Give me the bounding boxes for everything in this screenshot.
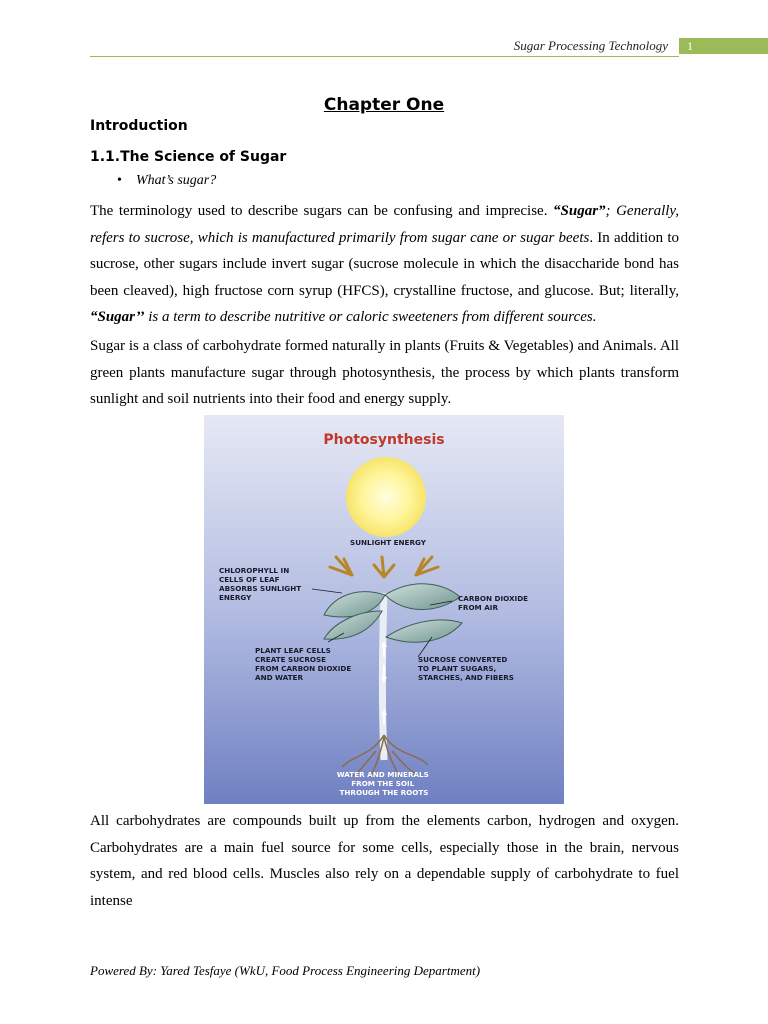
- label-sunlight-energy: SUNLIGHT ENERGY: [350, 538, 426, 547]
- label-chlorophyll-line-4: ENERGY: [219, 593, 252, 602]
- para1-text-1: The terminology used to describe sugars can be confusing and imprecise.: [90, 203, 554, 219]
- sun-icon: [346, 457, 426, 537]
- label-chlorophyll-line-1: CHLOROPHYLL IN: [219, 566, 290, 575]
- paragraph-carbohydrate-class: Sugar is a class of carbohydrate formed naturally in plants (Fruits & Vegetables) and Animals. All green plants manufacture sugar through photosynthesis, the process by which plants transform sunlight and soil nutrients into their food and energy supply.: [90, 338, 679, 407]
- label-sucrose-line-1: SUCROSE CONVERTED: [418, 655, 508, 664]
- figure-title: Photosynthesis: [323, 432, 445, 448]
- label-carbon-dioxide-line-1: CARBON DIOXIDE: [458, 594, 529, 603]
- label-sucrose-line-3: STARCHES, AND FIBERS: [418, 673, 514, 682]
- label-carbon-dioxide-line-2: FROM AIR: [458, 603, 498, 612]
- label-leaf-cells-line-3: FROM CARBON DIOXIDE: [255, 664, 352, 673]
- footer-credit: Powered By: Yared Tesfaye (WkU, Food Process Engineering Department): [90, 963, 481, 978]
- section-heading-science-of-sugar: 1.1.The Science of Sugar: [90, 149, 287, 165]
- photosynthesis-diagram: [204, 415, 564, 804]
- label-sucrose-line-2: TO PLANT SUGARS,: [418, 664, 497, 673]
- label-leaf-cells-line-4: AND WATER: [255, 673, 304, 682]
- bullet-text: What’s sugar?: [136, 173, 217, 188]
- label-chlorophyll-line-2: CELLS OF LEAF: [219, 575, 280, 584]
- label-water-line-3: THROUGH THE ROOTS: [339, 788, 429, 797]
- label-chlorophyll-line-3: ABSORBS SUNLIGHT: [219, 584, 302, 593]
- header-divider: [90, 56, 679, 57]
- chapter-title: Chapter One: [323, 95, 445, 115]
- section-heading-introduction: Introduction: [90, 118, 188, 134]
- para1-sugar-term-1: “Sugar”: [553, 203, 606, 219]
- para1-definition: ; Generally, refers to sucrose, which is manufactured primarily from sugar cane or sugar beets: [90, 203, 679, 246]
- para1-literal-definition: is a term to describe nutritive or caloric sweeteners from different sources.: [144, 309, 597, 325]
- bullet-item: [117, 173, 216, 189]
- paragraph-carbohydrates: All carbohydrates are compounds built up from the elements carbon, hydrogen and oxygen. Carbohydrates are a main fuel source for some cells, especially those in the brain, nervous system, and red blood cells. Muscles also rely on a dependable supply of carbohydrate to fuel intense: [90, 813, 679, 909]
- label-water-line-2: FROM THE SOIL: [351, 779, 415, 788]
- para1-text-2: . In addition to sucrose, other sugars include invert sugar (sucrose molecule in which the disaccharide bond has been cleaved), high fructose corn syrup (HFCS), crystalline fructose, and glucose. But; literally,: [90, 229, 680, 299]
- label-leaf-cells-line-1: PLANT LEAF CELLS: [255, 646, 331, 655]
- bullet-dot-icon: •: [117, 173, 122, 188]
- label-water-line-1: WATER AND MINERALS: [336, 770, 429, 779]
- para1-sugar-term-2: “Sugar’’: [90, 309, 145, 325]
- running-header-title: Sugar Processing Technology: [513, 38, 668, 53]
- label-leaf-cells-line-2: CREATE SUCROSE: [255, 655, 327, 664]
- paragraph-terminology: [90, 198, 679, 331]
- page-number-badge: 1: [679, 38, 768, 54]
